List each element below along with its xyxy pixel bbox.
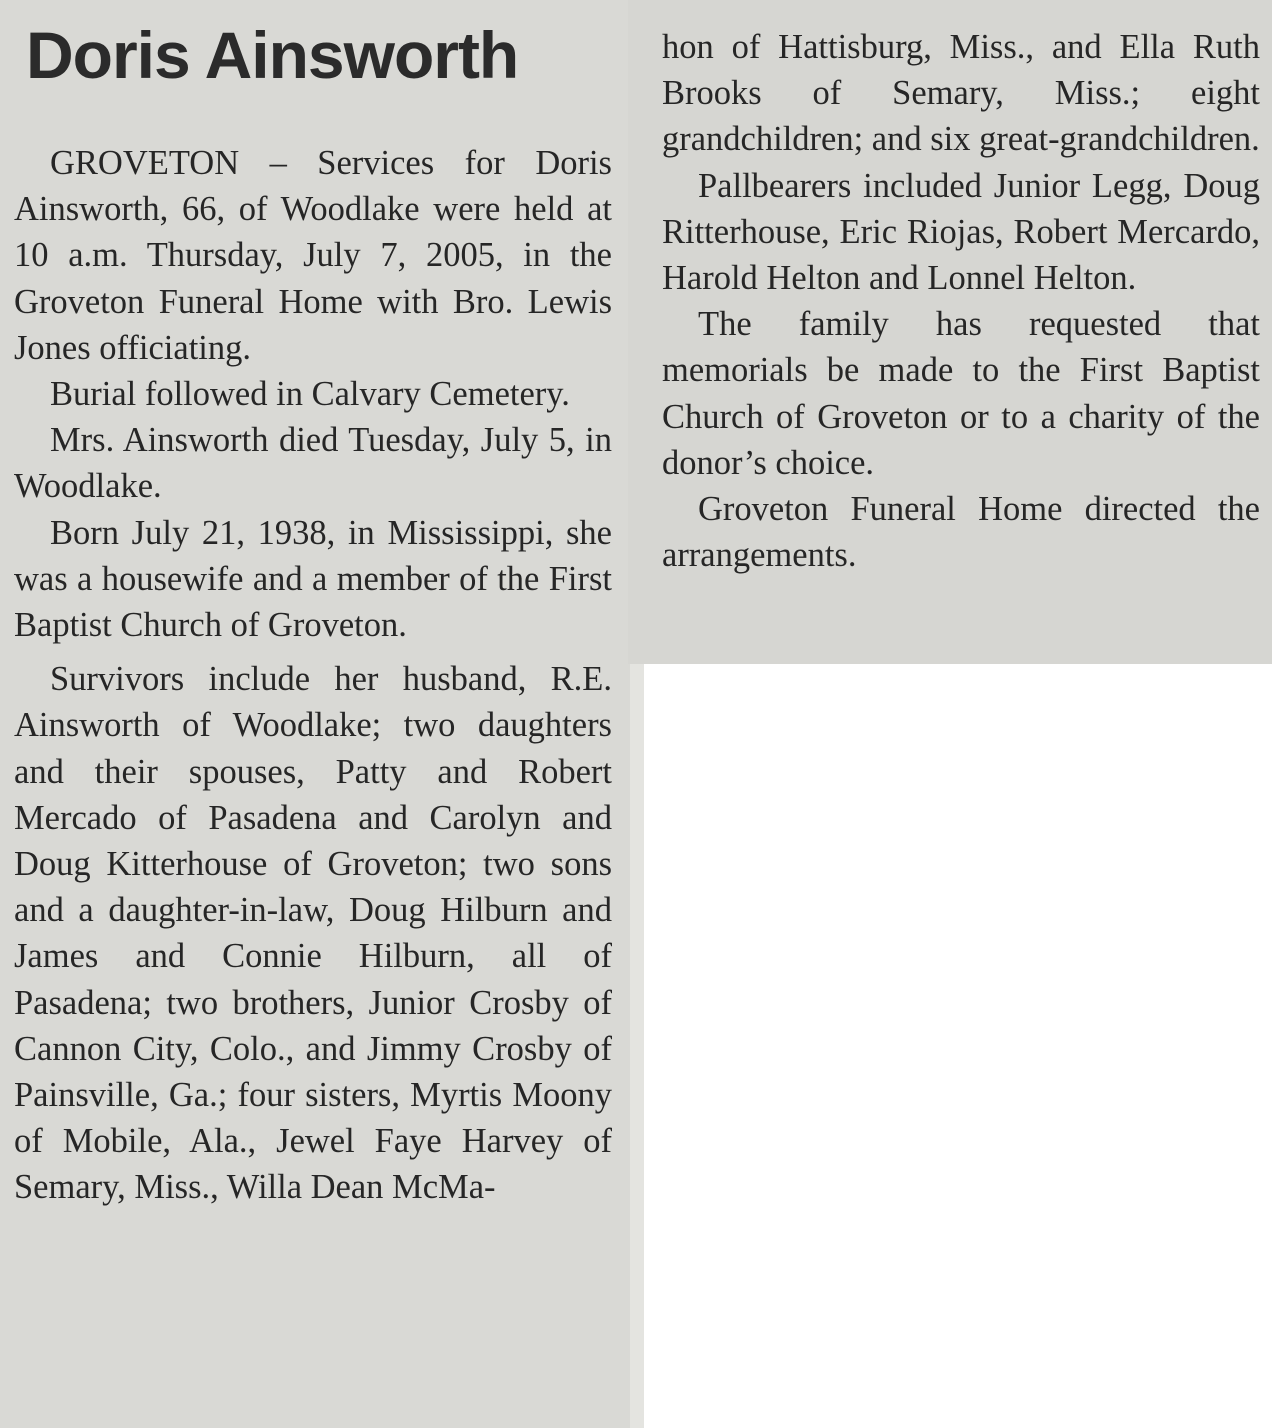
right-text-column [662,24,1260,578]
obituary-headline: Doris Ainsworth [26,18,519,92]
clipping-edge-shadow [630,664,644,1428]
paragraph-survivors-continued: hon of Hattisburg, Miss., and Ella Ruth Brooks of Semary, Miss.; eight grandchildren; and six great-grandchildren. [662,28,1260,159]
paragraph-burial: Burial followed in Calvary Cemetery. [50,375,570,414]
left-text-column [14,140,612,1211]
paragraph-services: GROVETON – Services for Doris Ainsworth, 66, of Woodlake were held at 10 a.m. Thursday, July 7, 2005, in the Groveton Funeral Home with Bro. Lewis Jones officiating. [14,144,612,367]
paragraph-memorials: The family has requested that memorials be made to the First Baptist Church of Groveton or to a charity of the donor’s choice. [662,305,1260,482]
paragraph-survivors: Survivors include her husband, R.E. Ainsworth of Woodlake; two daughters and their spouses, Patty and Robert Mercado of Pasadena and Carolyn and Doug Kitterhouse of Groveton; two sons and a daughter-in-law, Doug Hilburn and James and Connie Hilburn, all of Pasadena; two brothers, Junior Crosby of Cannon City, Colo., and Jimmy Crosby of Painsville, Ga.; four sisters, Myrtis Moony of Mobile, Ala., Jewel Faye Harvey of Semary, Miss., Willa Dean McMa- [14,660,612,1207]
paragraph-arrangements: Groveton Funeral Home directed the arrangements. [662,490,1260,575]
paragraph-pallbearers: Pallbearers included Junior Legg, Doug Ritterhouse, Eric Riojas, Robert Mercardo, Harold Helton and Lonnel Helton. [662,166,1260,298]
paragraph-birth: Born July 21, 1938, in Mississippi, she was a housewife and a member of the First Baptist Church of Groveton. [14,513,612,645]
paragraph-death: Mrs. Ainsworth died Tuesday, July 5, in Woodlake. [14,421,612,506]
